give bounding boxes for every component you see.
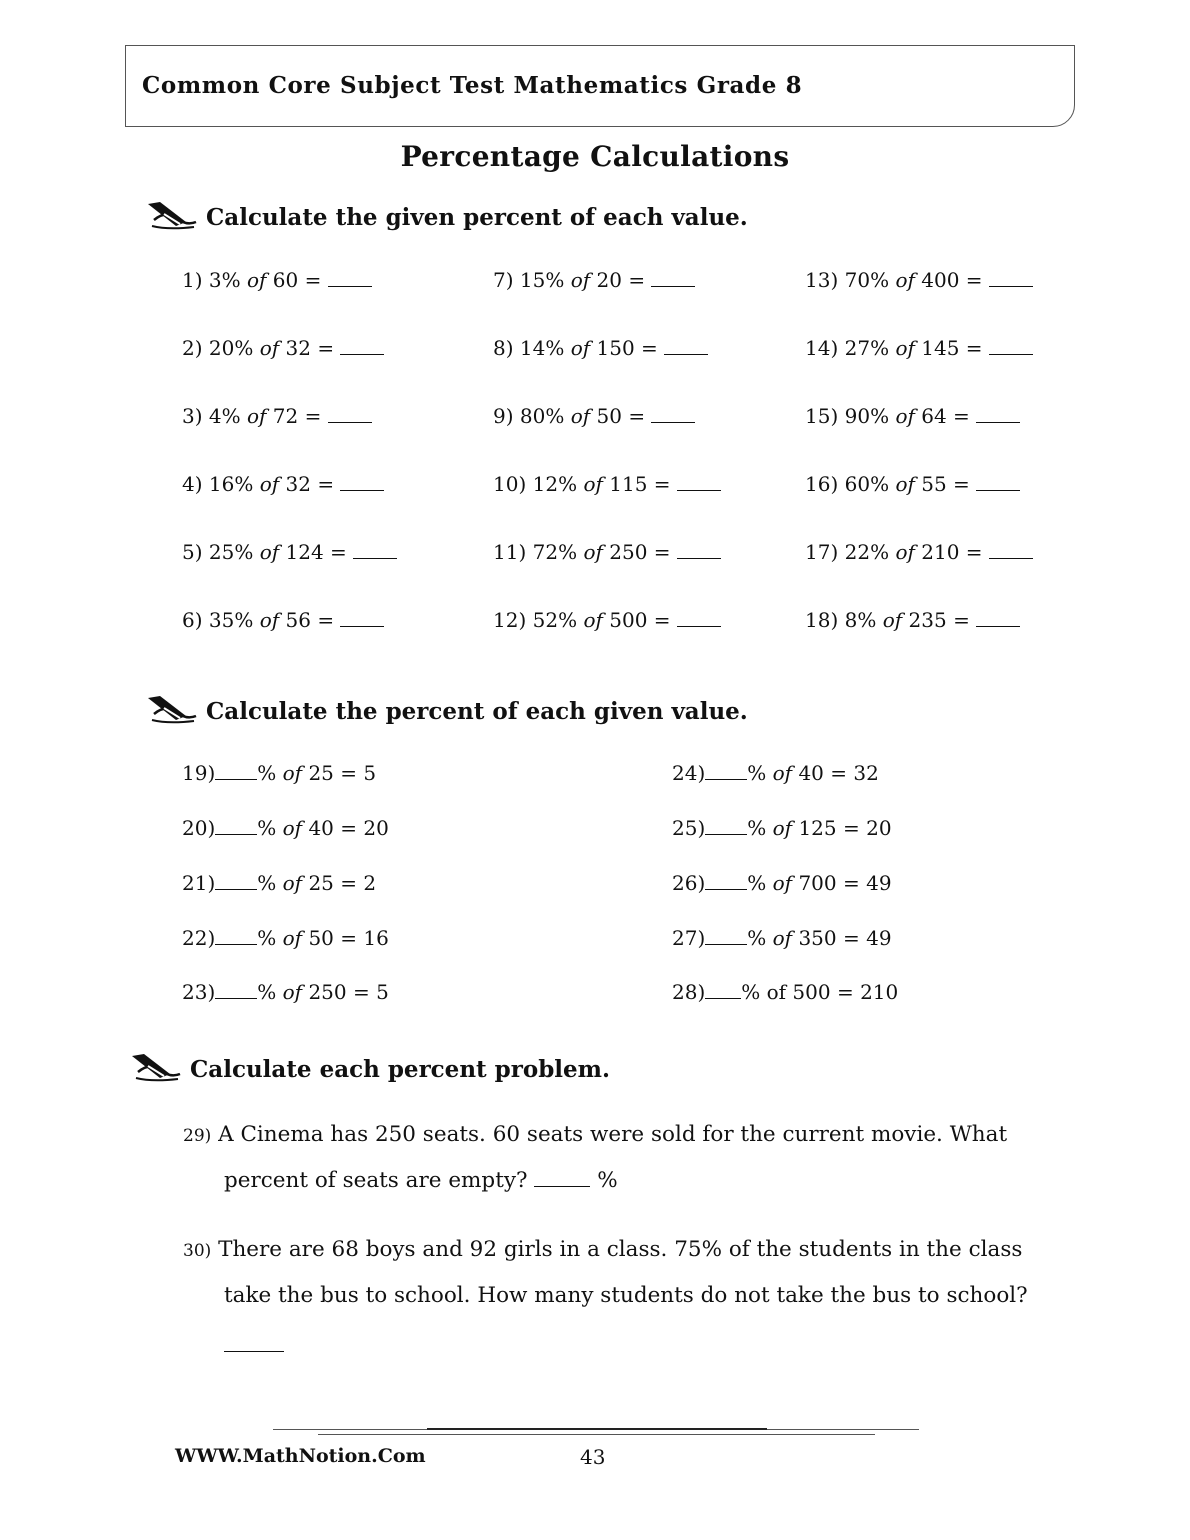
- answer-blank[interactable]: [328, 285, 372, 287]
- base-value: 64 =: [921, 404, 970, 428]
- of-word: of: [570, 404, 591, 428]
- of-word: of: [246, 404, 267, 428]
- percent-value: 3%: [208, 268, 241, 292]
- problem-number: 11): [493, 540, 527, 564]
- word-problem-30: [183, 1227, 1022, 1274]
- percent-value: 15%: [519, 268, 565, 292]
- percent-suffix: %: [597, 1168, 618, 1193]
- percent-value: 27%: [844, 336, 890, 360]
- equation-rest: 250 = 5: [308, 980, 389, 1004]
- answer-blank[interactable]: [664, 353, 708, 355]
- base-value: 400 =: [921, 268, 983, 292]
- problem-number: 14): [805, 336, 839, 360]
- section3-heading: [130, 1052, 610, 1086]
- problem-number: 30): [183, 1241, 212, 1261]
- percent-problem-2: [182, 336, 384, 360]
- equation-rest: 350 = 49: [798, 926, 892, 950]
- of-word: of: [282, 926, 303, 950]
- of-word: of: [895, 268, 915, 292]
- base-value: 55 =: [921, 472, 970, 496]
- problem-number: 2): [182, 336, 203, 360]
- percent-sign: % of 500 = 210: [741, 980, 899, 1004]
- find-percent-problem-27: [672, 926, 892, 950]
- of-word: of: [583, 540, 603, 564]
- base-value: 72 =: [272, 404, 322, 428]
- page-title: Percentage Calculations: [400, 140, 790, 173]
- percent-value: 90%: [844, 404, 890, 428]
- percent-value: 16%: [208, 472, 254, 496]
- of-word: of: [895, 540, 915, 564]
- percent-sign: %: [257, 980, 277, 1004]
- pencil-writing-icon: [130, 1052, 182, 1086]
- problem-number: 29): [183, 1126, 212, 1146]
- find-percent-problem-23: [182, 980, 389, 1004]
- percent-value: 80%: [519, 404, 565, 428]
- base-value: 115 =: [609, 472, 671, 496]
- base-value: 20 =: [596, 268, 646, 292]
- of-word: of: [246, 268, 267, 292]
- answer-blank[interactable]: [705, 888, 747, 890]
- pencil-writing-icon: [146, 200, 198, 234]
- footer-site[interactable]: WWW.MathNotion.Com: [175, 1445, 426, 1467]
- section2-heading: [146, 694, 748, 728]
- percent-value: 52%: [532, 608, 578, 632]
- equation-rest: 50 = 16: [308, 926, 389, 950]
- base-value: 60 =: [272, 268, 322, 292]
- problem-number: 17): [805, 540, 839, 564]
- problem-number: 5): [182, 540, 203, 564]
- percent-value: 25%: [208, 540, 254, 564]
- percent-sign: %: [747, 816, 767, 840]
- percent-value: 60%: [844, 472, 890, 496]
- find-percent-problem-22: [182, 926, 389, 950]
- percent-sign: %: [747, 926, 767, 950]
- problem-number: 1): [182, 268, 203, 292]
- find-percent-problem-25: [672, 816, 892, 840]
- answer-blank[interactable]: [976, 421, 1020, 423]
- of-word: of: [772, 761, 793, 785]
- find-percent-problem-19: [182, 761, 376, 785]
- answer-blank[interactable]: [677, 557, 721, 559]
- pencil-writing-icon: [146, 694, 198, 728]
- base-value: 32 =: [285, 336, 335, 360]
- word-problem-30-line2: [224, 1273, 1028, 1319]
- find-percent-problem-24: [672, 761, 879, 785]
- answer-blank[interactable]: [677, 625, 721, 627]
- percent-problem-14: [805, 336, 1033, 360]
- answer-blank[interactable]: [215, 997, 257, 999]
- percent-problem-6: [182, 608, 384, 632]
- base-value: 145 =: [921, 336, 983, 360]
- base-value: 50 =: [596, 404, 646, 428]
- percent-problem-5: [182, 540, 397, 564]
- equation-rest: 25 = 2: [308, 871, 377, 895]
- of-word: of: [583, 472, 603, 496]
- of-word: of: [282, 761, 303, 785]
- percent-value: 4%: [208, 404, 241, 428]
- answer-blank[interactable]: [677, 489, 721, 491]
- problem-number: 20): [182, 816, 216, 840]
- answer-blank[interactable]: [340, 353, 384, 355]
- answer-blank[interactable]: [705, 778, 747, 780]
- problem-text-line1: A Cinema has 250 seats. 60 seats were sold for the current movie. What: [218, 1122, 1008, 1147]
- problem-number: 15): [805, 404, 839, 428]
- problem-number: 27): [672, 926, 706, 950]
- of-word: of: [259, 540, 280, 564]
- answer-blank[interactable]: [328, 421, 372, 423]
- base-value: 210 =: [921, 540, 983, 564]
- problem-number: 6): [182, 608, 203, 632]
- percent-problem-1: [182, 268, 372, 292]
- percent-problem-11: [493, 540, 721, 564]
- footer-rule-lower: [318, 1434, 875, 1435]
- find-percent-problem-28: [672, 980, 898, 1004]
- answer-blank[interactable]: [215, 888, 257, 890]
- of-word: of: [895, 472, 915, 496]
- percent-problem-13: [805, 268, 1033, 292]
- answer-blank[interactable]: [353, 557, 397, 559]
- answer-blank[interactable]: [989, 557, 1033, 559]
- of-word: of: [895, 404, 915, 428]
- equation-rest: 40 = 20: [308, 816, 389, 840]
- answer-blank[interactable]: [976, 625, 1020, 627]
- find-percent-problem-26: [672, 871, 892, 895]
- base-value: 124 =: [285, 540, 347, 564]
- footer-rule-accent: [427, 1428, 767, 1430]
- answer-blank[interactable]: [989, 353, 1033, 355]
- problem-number: 28): [672, 980, 706, 1004]
- answer-blank[interactable]: [340, 489, 384, 491]
- word-problem-29: [183, 1112, 1007, 1159]
- of-word: of: [570, 336, 591, 360]
- percent-problem-12: [493, 608, 721, 632]
- percent-problem-10: [493, 472, 721, 496]
- base-value: 235 =: [908, 608, 970, 632]
- base-value: 56 =: [285, 608, 335, 632]
- percent-value: 35%: [208, 608, 254, 632]
- of-word: of: [282, 980, 303, 1004]
- of-word: of: [583, 608, 603, 632]
- header-title: Common Core Subject Test Mathematics Grade 8: [142, 72, 803, 99]
- of-word: of: [772, 816, 793, 840]
- answer-blank[interactable]: [215, 778, 257, 780]
- equation-rest: 125 = 20: [798, 816, 892, 840]
- base-value: 250 =: [609, 540, 671, 564]
- of-word: of: [772, 871, 793, 895]
- section1-heading-text: Calculate the given percent of each value.: [206, 203, 748, 231]
- section1-heading: [146, 200, 748, 234]
- of-word: of: [772, 926, 793, 950]
- of-word: of: [895, 336, 915, 360]
- problem-number: 25): [672, 816, 706, 840]
- problem-number: 19): [182, 761, 216, 785]
- word-problem-29-line2: [224, 1158, 618, 1204]
- problem-number: 18): [805, 608, 839, 632]
- percent-value: 72%: [532, 540, 578, 564]
- problem-number: 22): [182, 926, 216, 950]
- percent-value: 8%: [844, 608, 877, 632]
- percent-problem-3: [182, 404, 372, 428]
- answer-blank[interactable]: [340, 625, 384, 627]
- equation-rest: 40 = 32: [798, 761, 879, 785]
- percent-value: 20%: [208, 336, 254, 360]
- of-word: of: [282, 816, 303, 840]
- problem-number: 21): [182, 871, 216, 895]
- problem-text-line2: take the bus to school. How many students do not take the bus to school?: [224, 1283, 1028, 1308]
- percent-problem-9: [493, 404, 695, 428]
- percent-sign: %: [257, 926, 277, 950]
- problem-number: 24): [672, 761, 706, 785]
- of-word: of: [570, 268, 591, 292]
- base-value: 32 =: [285, 472, 335, 496]
- problem-number: 12): [493, 608, 527, 632]
- base-value: 500 =: [609, 608, 671, 632]
- percent-problem-8: [493, 336, 708, 360]
- of-word: of: [259, 336, 280, 360]
- problem-number: 13): [805, 268, 839, 292]
- percent-sign: %: [257, 761, 277, 785]
- percent-value: 22%: [844, 540, 890, 564]
- percent-problem-7: [493, 268, 695, 292]
- answer-blank[interactable]: [705, 833, 747, 835]
- equation-rest: 700 = 49: [798, 871, 892, 895]
- problem-number: 3): [182, 404, 203, 428]
- find-percent-problem-20: [182, 816, 389, 840]
- percent-problem-4: [182, 472, 384, 496]
- problem-number: 9): [493, 404, 514, 428]
- percent-value: 12%: [532, 472, 578, 496]
- problem-text-line1: There are 68 boys and 92 girls in a class. 75% of the students in the class: [218, 1237, 1023, 1262]
- equation-rest: 25 = 5: [308, 761, 377, 785]
- answer-blank[interactable]: [224, 1351, 284, 1352]
- answer-blank[interactable]: [215, 833, 257, 835]
- problem-number: 26): [672, 871, 706, 895]
- section2-heading-text: Calculate the percent of each given value.: [206, 697, 748, 725]
- page-number: 43: [580, 1445, 606, 1469]
- of-word: of: [259, 472, 280, 496]
- problem-number: 16): [805, 472, 839, 496]
- problem-number: 8): [493, 336, 514, 360]
- problem-number: 4): [182, 472, 203, 496]
- percent-sign: %: [257, 871, 277, 895]
- answer-blank[interactable]: [976, 489, 1020, 491]
- find-percent-problem-21: [182, 871, 376, 895]
- answer-blank[interactable]: [705, 943, 747, 945]
- percent-value: 70%: [844, 268, 890, 292]
- percent-sign: %: [257, 816, 277, 840]
- answer-blank[interactable]: [534, 1185, 590, 1187]
- percent-problem-17: [805, 540, 1033, 564]
- percent-value: 14%: [519, 336, 565, 360]
- of-word: of: [882, 608, 903, 632]
- percent-problem-15: [805, 404, 1020, 428]
- percent-sign: %: [747, 871, 767, 895]
- answer-blank[interactable]: [705, 997, 741, 999]
- of-word: of: [282, 871, 303, 895]
- section3-heading-text: Calculate each percent problem.: [190, 1055, 611, 1083]
- header-box: [125, 45, 1075, 127]
- answer-blank[interactable]: [989, 285, 1033, 287]
- percent-problem-16: [805, 472, 1020, 496]
- problem-number: 7): [493, 268, 514, 292]
- answer-blank[interactable]: [651, 285, 695, 287]
- base-value: 150 =: [596, 336, 658, 360]
- percent-sign: %: [747, 761, 767, 785]
- problem-number: 10): [493, 472, 527, 496]
- problem-number: 23): [182, 980, 216, 1004]
- of-word: of: [259, 608, 280, 632]
- percent-problem-18: [805, 608, 1020, 632]
- answer-blank[interactable]: [215, 943, 257, 945]
- answer-blank[interactable]: [651, 421, 695, 423]
- problem-text-line2: percent of seats are empty?: [224, 1168, 528, 1193]
